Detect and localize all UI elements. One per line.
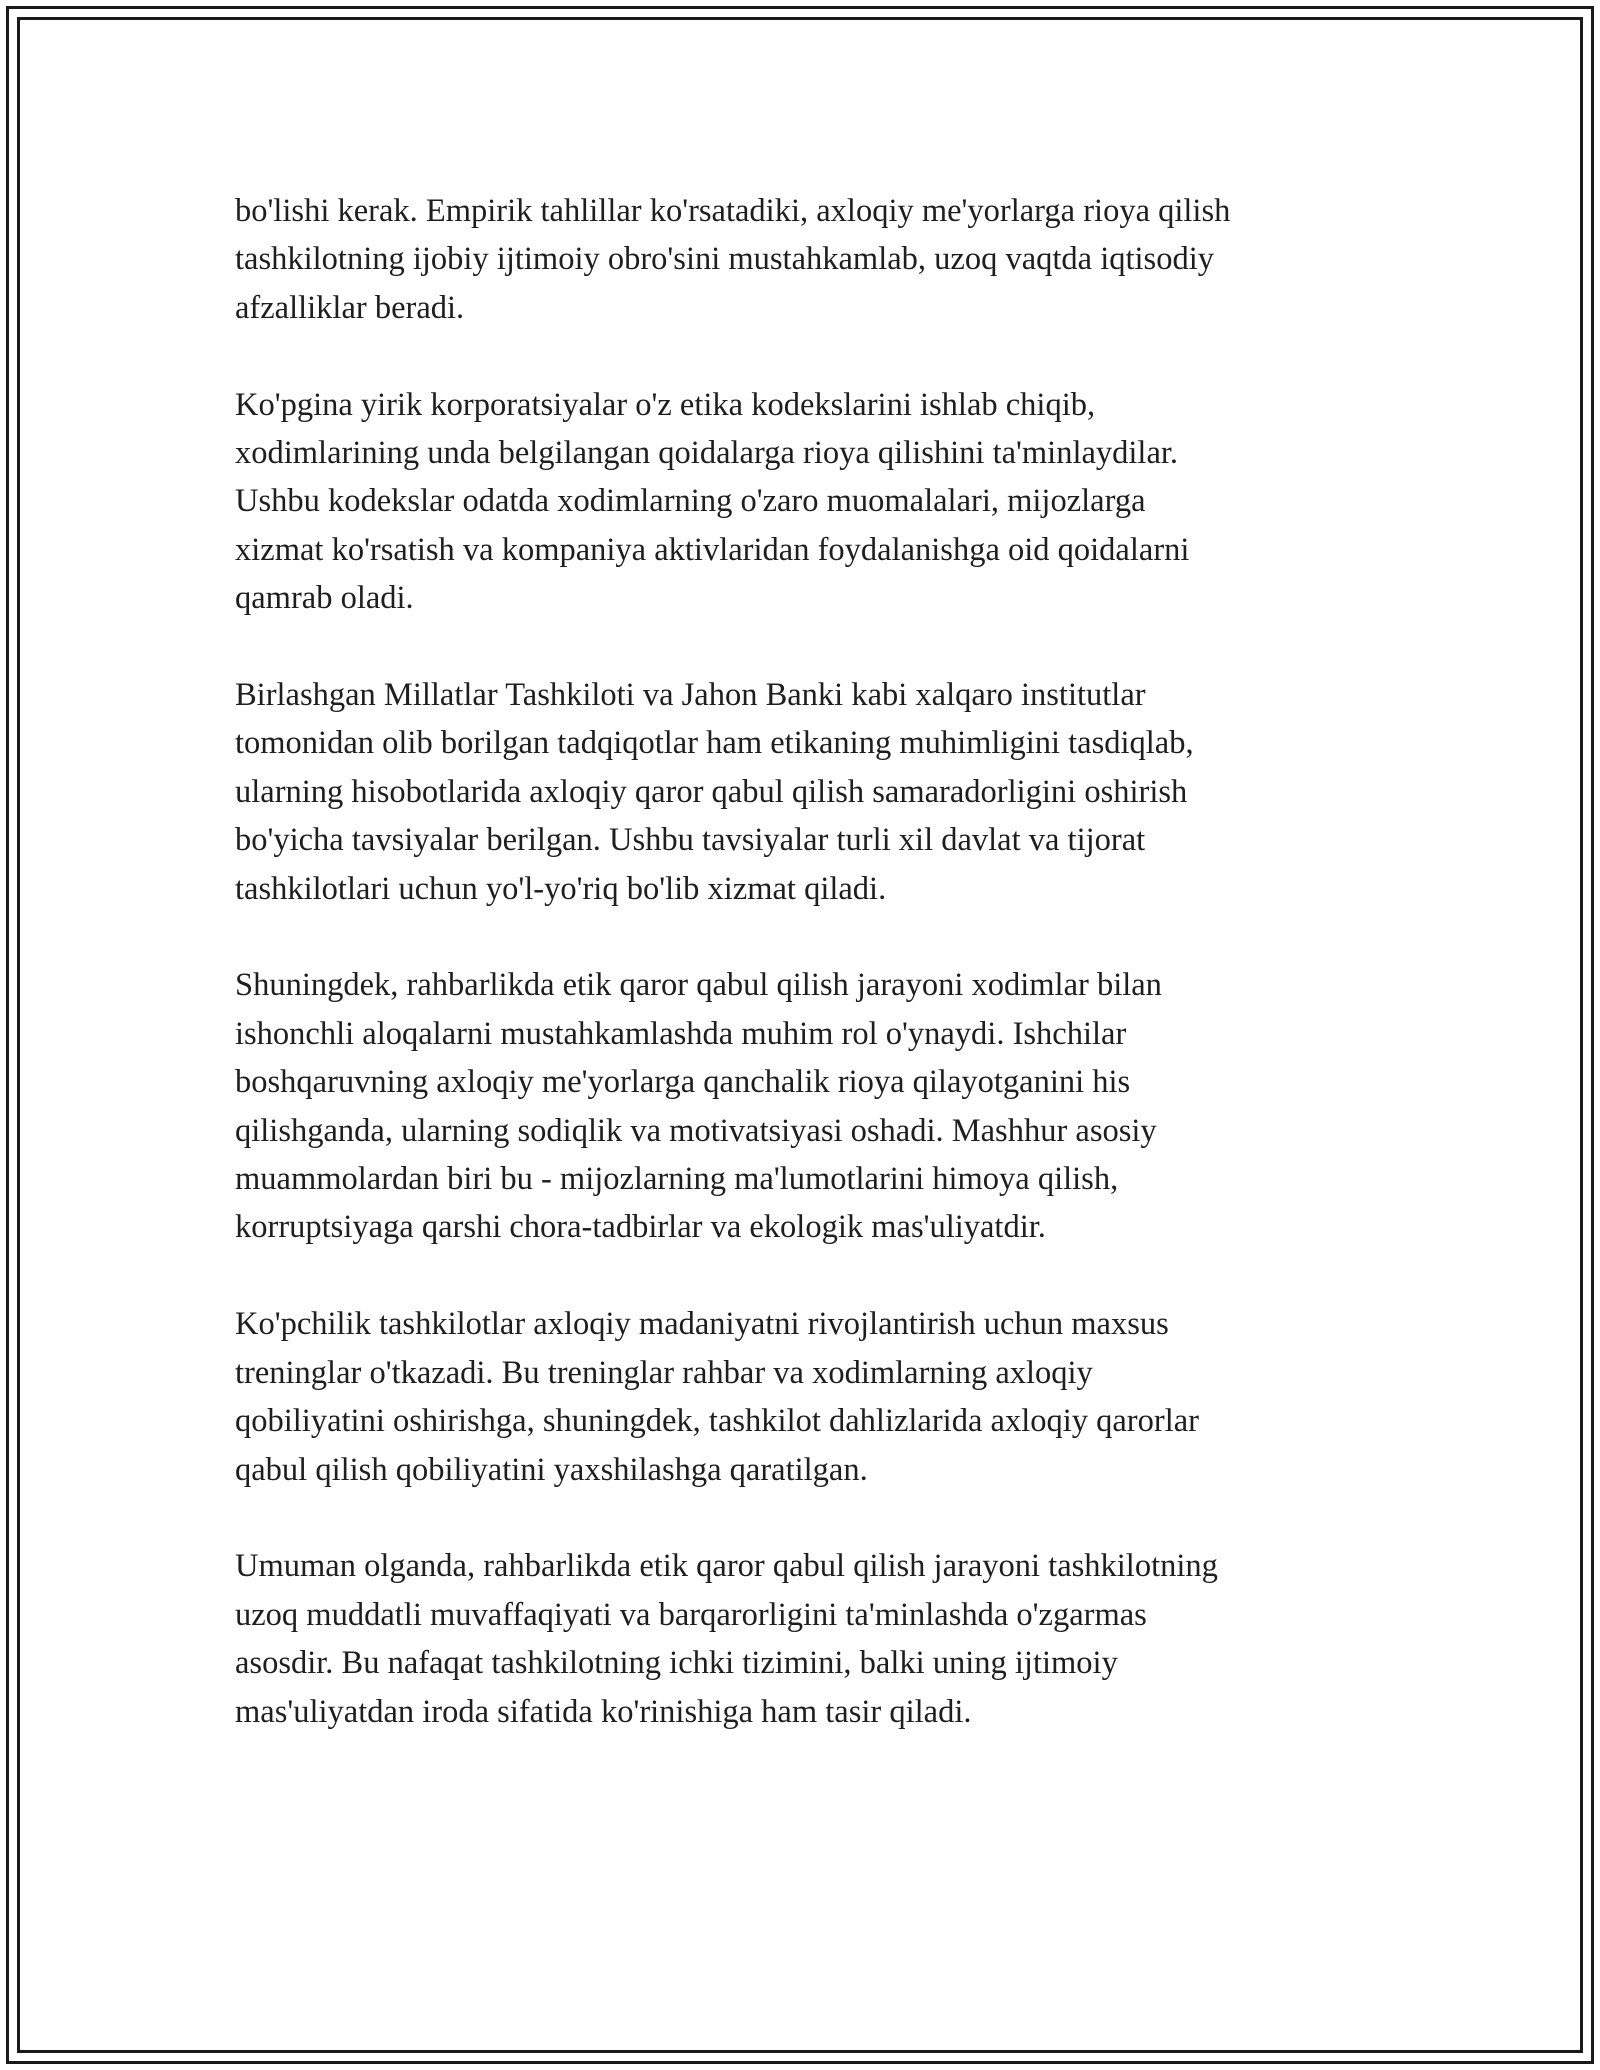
text-line: boshqaruvning axloqiy me'yorlarga qanchalik rioya qilayotganini his (235, 1064, 1131, 1101)
text-line: xizmat ko'rsatish va kompaniya aktivlaridan foydalanishga oid qoidalarni (235, 531, 1190, 568)
text-line: tashkilotning ijobiy ijtimoiy obro'sini mustahkamlab, uzoq vaqtda iqtisodiy (235, 241, 1214, 278)
text-line: ishonchli aloqalarni mustahkamlashda muhim rol o'ynaydi. Ishchilar (235, 1015, 1127, 1052)
text-line: uzoq muddatli muvaffaqiyati va barqarorligini ta'minlashda o'zgarmas (235, 1596, 1147, 1633)
text-line: Ushbu kodekslar odatda xodimlarning o'zaro muomalalari, mijozlarga (235, 483, 1146, 520)
text-line: Ko'pgina yirik korporatsiyalar o'z etika kodekslarini ishlab chiqib, (235, 386, 1096, 423)
text-line: ularning hisobotlarida axloqiy qaror qabul qilish samaradorligini oshirish (235, 773, 1188, 810)
text-line: bo'lishi kerak. Empirik tahlillar ko'rsatadiki, axloqiy me'yorlarga rioya qilish (235, 193, 1231, 229)
paragraph (235, 961, 1400, 1251)
text-line: Ko'pchilik tashkilotlar axloqiy madaniyatni rivojlantirish uchun maxsus (235, 1306, 1169, 1343)
text-line: muammolardan biri bu - mijozlarning ma'lumotlarini himoya qilish, (235, 1161, 1119, 1198)
paragraph (235, 381, 1400, 623)
text-line: qobiliyatini oshirishga, shuningdek, tashkilot dahlizlarida axloqiy qarorlar (235, 1403, 1199, 1440)
text-line: bo'yicha tavsiyalar berilgan. Ushbu tavsiyalar turli xil davlat va tijorat (235, 822, 1146, 859)
document-body (235, 187, 1400, 1784)
text-line: afzalliklar beradi. (235, 289, 465, 326)
paragraph (235, 187, 1400, 332)
paragraph (235, 671, 1400, 913)
text-line: qilishganda, ularning sodiqlik va motivatsiyasi oshadi. Mashhur asosiy (235, 1112, 1157, 1149)
text-line: xodimlarining unda belgilangan qoidalarga rioya qilishini ta'minlaydilar. (235, 435, 1179, 472)
text-line: tomonidan olib borilgan tadqiqotlar ham etikaning muhimligini tasdiqlab, (235, 725, 1194, 762)
text-line: korruptsiyaga qarshi chora-tadbirlar va ekologik mas'uliyatdir. (235, 1209, 1046, 1246)
paragraph (235, 1300, 1400, 1494)
text-line: Birlashgan Millatlar Tashkiloti va Jahon Banki kabi xalqaro institutlar (235, 677, 1146, 714)
paragraph (235, 1542, 1400, 1736)
text-line: qamrab oladi. (235, 580, 414, 617)
text-line: mas'uliyatdan iroda sifatida ko'rinishiga ham tasir qiladi. (235, 1693, 972, 1730)
text-line: Shuningdek, rahbarlikda etik qaror qabul qilish jarayoni xodimlar bilan (235, 967, 1162, 1004)
text-line: asosdir. Bu nafaqat tashkilotning ichki tizimini, balki uning ijtimoiy (235, 1645, 1118, 1682)
text-line: treninglar o'tkazadi. Bu treninglar rahbar va xodimlarning axloqiy (235, 1354, 1093, 1391)
text-line: qabul qilish qobiliyatini yaxshilashga qaratilgan. (235, 1451, 868, 1488)
text-line: tashkilotlari uchun yo'l-yo'riq bo'lib xizmat qiladi. (235, 870, 887, 907)
text-line: Umuman olganda, rahbarlikda etik qaror qabul qilish jarayoni tashkilotning (235, 1548, 1218, 1585)
